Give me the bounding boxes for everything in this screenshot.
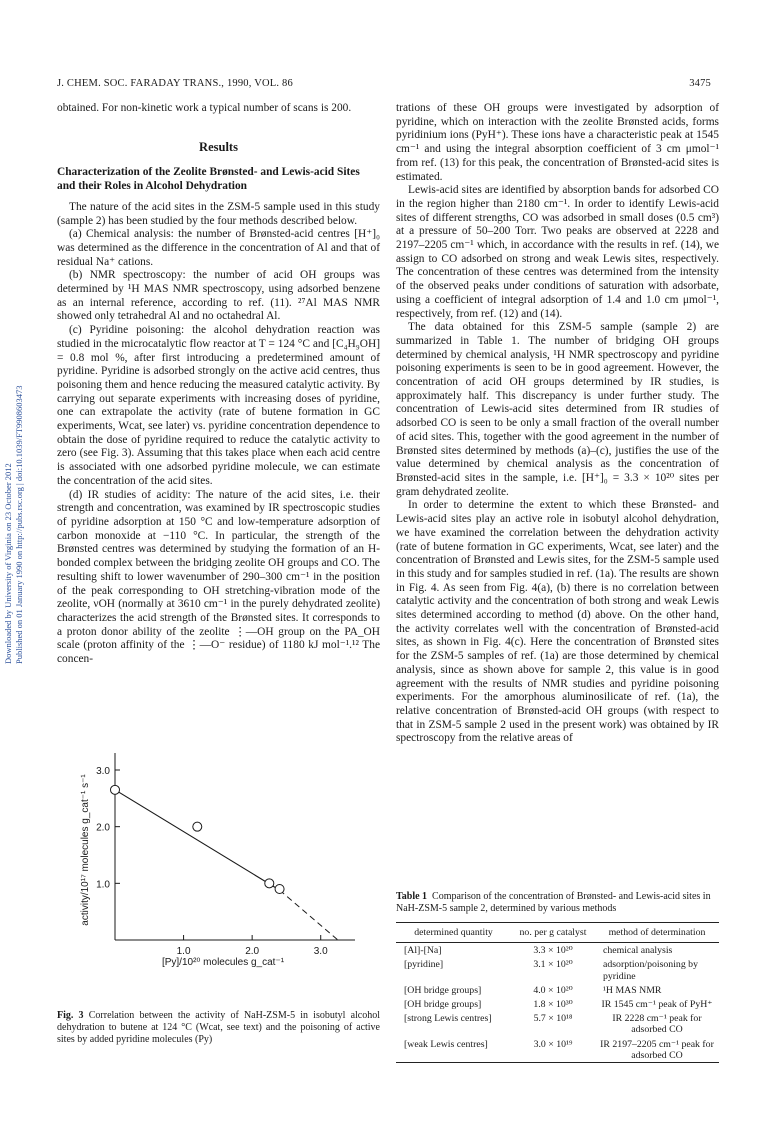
value-cell: 3.0 × 10¹⁹ xyxy=(511,1037,595,1063)
quantity-cell: [OH bridge groups] xyxy=(404,999,482,1011)
method-cell: ¹H MAS NMR xyxy=(603,984,662,996)
fig3-y-tick-label: 2.0 xyxy=(96,822,110,834)
method-cell: IR 2197–2205 cm⁻¹ peak for adsorbed CO xyxy=(595,1037,719,1063)
fig3-axes xyxy=(115,753,355,940)
table-label: Table 1 xyxy=(396,891,428,902)
paragraph: (a) Chemical analysis: the number of Brønsted-acid centres [H⁺]₀ was determined as the difference in the concentration of Al and that of residual Na⁺ cations. xyxy=(57,228,380,268)
value-cell: 3.1 × 10²⁰ xyxy=(533,959,573,971)
method-cell: IR 1545 cm⁻¹ peak of PyH⁺ xyxy=(601,999,713,1011)
quantity-cell: [Al]-[Na] xyxy=(404,945,442,957)
paragraph: (d) IR studies of acidity: The nature of the acid sites, i.e. their strength and concentration, was examined by IR spectroscopic studies of pyridine adsorption at 150 °C and low-temperature adsorption of carbon monoxide at −110 °C. In particular, the strength of the Brønsted centres was determined by studying the formation of an H-bonded complex between the bridging zeolite OH groups and CO. The resulting shift to lower wavenumber of 290–300 cm⁻¹ in the position of the peak corresponding to OH stretching-vibration mode of the zeolite, νOH (normally at 3610 cm⁻¹ in the purely dehydrated zeolite) characterizes the acid strength of the Brønsted sites. It corresponds to a proton donor ability of the zeolite ⋮—OH group on the PA_OH scale (proton affinity of the ⋮—O⁻ residue) of 1180 kJ mol⁻¹.¹² The concen- xyxy=(57,488,380,666)
right-column xyxy=(396,102,719,746)
figure-3 xyxy=(57,735,380,975)
left-column xyxy=(57,102,380,667)
fig3-x-tick-label: 2.0 xyxy=(245,946,260,957)
fig3-data-point xyxy=(193,822,202,831)
fig3-data-point xyxy=(111,785,120,794)
quantity-cell: [OH bridge groups] xyxy=(404,984,482,996)
paragraph: obtained. For non-kinetic work a typical number of scans is 200. xyxy=(57,102,352,114)
fig3-chart xyxy=(57,735,380,975)
fig3-y-tick-label: 1.0 xyxy=(96,879,110,891)
paragraph: The nature of the acid sites in the ZSM-5 sample used in this study (sample 2) has been studied by the four methods described below. xyxy=(57,200,380,227)
table-row xyxy=(396,997,719,1011)
watermark-download-line[interactable]: Downloaded by University of Virginia on 23 October 2012 xyxy=(3,463,13,664)
figure-caption xyxy=(57,1010,380,1046)
table-header-cell: no. per g catalyst xyxy=(511,923,595,943)
method-cell: IR 2228 cm⁻¹ peak for adsorbed CO xyxy=(612,1013,702,1036)
paragraph: The data obtained for this ZSM-5 sample (sample 2) are summarized in Table 1. The number of bridging OH groups determined by chemical analysis, ¹H NMR spectroscopy and pyridine poisoning experiments is seen to be in good agreement. However, the concentration of acid OH groups determined by IR studies, is approximately half. This discrepancy is under further study. The concentration of Lewis-acid sites determined from IR studies of adsorbed CO is seen to be only a small fraction of the overall number of acid sites. This, together with the good agreement in the number of Brønsted sites determined by methods (a)–(c), justifies the use of the value determined by chemical analysis as the concentration of Brønsted-acid sites in the sample, i.e. [H⁺]₀ = 3.3 × 10²⁰ sites per gram dehydrated zeolite. xyxy=(396,321,719,498)
acid-sites-table xyxy=(396,922,719,1063)
results-heading: Results xyxy=(199,139,238,154)
value-cell: 4.0 × 10²⁰ xyxy=(533,984,573,996)
paragraph: trations of these OH groups were investigated by adsorption of pyridine, which on interaction with the zeolite Brønsted acids, forms pyridinium ions (PyH⁺). These ions have a characteristic peak at 1545 cm⁻¹ and using the integral absorption coefficient of 3 cm μmol⁻¹ from ref. (13) for this peak, the concentration of Brønsted-acid sites is estimated. xyxy=(396,102,719,183)
fig3-x-tick-label: 1.0 xyxy=(176,946,191,957)
table-row xyxy=(396,957,719,982)
fig3-x-tick-label: 3.0 xyxy=(313,946,328,957)
table-header-cell: determined quantity xyxy=(396,923,511,943)
fig3-data-point xyxy=(265,879,274,888)
journal-header: J. CHEM. SOC. FARADAY TRANS., 1990, VOL. 86 xyxy=(57,78,293,89)
table-row xyxy=(396,1011,719,1036)
fig3-fit-line xyxy=(115,790,280,890)
value-cell: 1.8 × 10³⁰ xyxy=(533,999,573,1011)
method-cell: chemical analysis xyxy=(603,945,673,957)
download-watermark xyxy=(3,148,25,668)
value-cell: 5.7 × 10¹⁸ xyxy=(533,1013,573,1025)
paragraph: (c) Pyridine poisoning: the alcohol dehydration reaction was studied in the microcatalytic flow reactor at T = 124 °C and [C₄H₉OH] = 0.8 mol %, after first introducing a predetermined amount of pyridine. Pyridine is adsorbed strongly on the active acid centres, thus poisoning them and hence reducing the measured catalytic activity. By carrying out separate experiments with increasing doses of pyridine, one can extrapolate the activity (rate of butene formation in GC experiments, Wcat, see later) vs. pyridine concentration dependence to obtain the dose of pyridine required to reduce the catalytic activity to zero (see Fig. 3). Assuming that this takes place when each acid centre is associated with one adsorbed pyridine molecule, we can estimate the concentration of the acid sites. xyxy=(57,324,380,487)
figure-caption-label: Fig. 3 xyxy=(57,1010,84,1021)
value-cell: 3.3 × 10²⁰ xyxy=(533,945,573,957)
watermark-doi-line[interactable]: Published on 01 January 1990 on http://pubs.rsc.org | doi:10.1039/FT9908603473 xyxy=(14,385,24,664)
fig3-y-tick-label: 3.0 xyxy=(96,766,110,777)
paragraph: (b) NMR spectroscopy: the number of acid OH groups was determined by ¹H MAS NMR spectroscopy, using adsorbed benzene as an internal reference, according to ref. (11). ²⁷Al MAS NMR showed only tetrahedral Al and no octahedral Al. xyxy=(57,269,380,323)
quantity-cell: [pyridine] xyxy=(404,959,444,971)
table-header-row xyxy=(396,923,719,943)
figure-caption-text: Correlation between the activity of NaH-ZSM-5 in isobutyl alcohol dehydration to butene at 124 °C (Wcat, see text) and the poisoning of active sites by added pyridine molecules (Py) xyxy=(57,1010,381,1045)
table-header-cell: method of determination xyxy=(595,923,719,943)
table-row xyxy=(396,1037,719,1063)
paragraph: In order to determine the extent to which these Brønsted- and Lewis-acid sites play an active role in isobutyl alcohol dehydration, we have examined the correlation between the dehydration activity (rate of butene formation in GC experiments, Wcat, see later) and the concentration of Brønsted and Lewis sites, for the ZSM-5 sample used in this study and for samples studied in ref. (1a). The results are shown in Fig. 4. As seen from Fig. 4(a), (b) there is no correlation between catalytic activity and the concentration of both strong and weak Lewis sites determined according to method (d) above. On the other hand, the activity correlates well with the concentration of Brønsted-acid sites, as shown in Fig. 4(c). Here the concentration of Brønsted sites for the ZSM-5 samples of ref. (1a) are those determined by chemical analysis, since as shown above for sample 2, this value is in good agreement with the results of NMR studies and pyridine poisoning experiments. For the amorphous aluminosilicate of ref. (1a), the relative concentration of Brønsted-acid OH groups (with respect to that in ZSM-5 sample 2 used in the present work) was obtained by IR spectroscopy from the relative areas of xyxy=(396,499,719,745)
fig3-data-point xyxy=(275,885,284,894)
quantity-cell: [strong Lewis centres] xyxy=(404,1013,492,1025)
table-row xyxy=(396,943,719,958)
fig3-lines xyxy=(115,790,338,940)
section-subheading: Characterization of the Zeolite Brønsted- and Lewis-acid Sites and their Roles in Alcohol Dehydration xyxy=(57,166,360,193)
paragraph: Lewis-acid sites are identified by absorption bands for adsorbed CO in the region higher than 2180 cm⁻¹. In order to identify Lewis-acid sites of different strengths, CO was adsorbed in small doses (0.5 cm³) at a pressure of 50–200 Torr. Two peaks are observed at 2228 and 2197–2205 cm⁻¹ which, in accordance with the results in ref. (14), we assign to CO adsorbed on strong and weak Lewis sites, respectively. The concentration of these centres was determined from the intensity of the observed peaks under conditions of saturation with adsorbate, using a coefficient of integral adsorption of 1.4 and 1.0 cm μmol⁻¹, respectively, from ref. (12) and (14). xyxy=(396,184,719,320)
fig3-extrapolation-line xyxy=(280,890,338,940)
page-number: 3475 xyxy=(689,78,711,89)
table-title-text: Comparison of the concentration of Brønsted- and Lewis-acid sites in NaH-ZSM-5 sample 2, determined by various methods xyxy=(396,891,711,914)
fig3-ticks xyxy=(96,766,328,957)
quantity-cell: [weak Lewis centres] xyxy=(396,1037,511,1063)
table-title xyxy=(396,891,719,915)
method-cell: adsorption/poisoning by pyridine xyxy=(603,959,698,982)
table-row xyxy=(396,983,719,997)
fig3-y-axis-label: activity/10¹⁷ molecules g_cat⁻¹ s⁻¹ xyxy=(80,774,91,926)
fig3-x-axis-label: [Py]/10²⁰ molecules g_cat⁻¹ xyxy=(161,957,285,968)
